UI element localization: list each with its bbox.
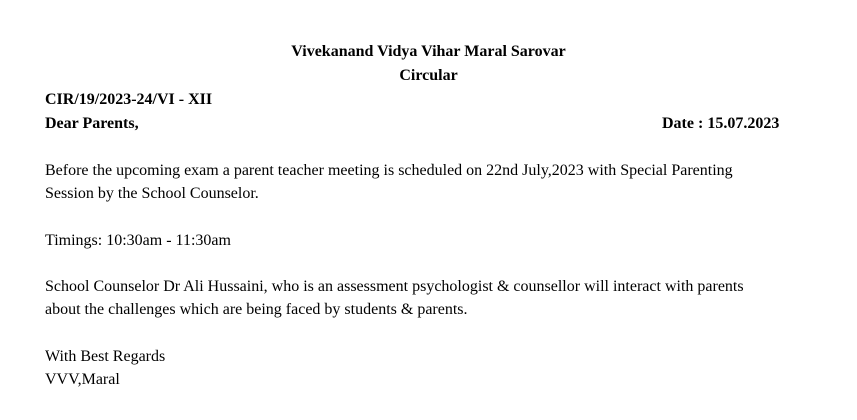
body-paragraph-1-line-1: Before the upcoming exam a parent teacher meeting is scheduled on 22nd July,2023 with Special Parenting [45,162,733,179]
salutation: Dear Parents, [45,115,139,132]
circular-reference-number: CIR/19/2023-24/VI - XII [45,91,213,108]
closing-regards: With Best Regards [45,348,166,365]
document-type-heading: Circular [399,67,458,84]
circular-date: Date : 15.07.2023 [662,115,780,132]
body-paragraph-2-line-1: School Counselor Dr Ali Hussaini, who is an assessment psychologist & counsellor will interact with parents [45,278,744,295]
meeting-timings: Timings: 10:30am - 11:30am [45,232,231,249]
school-name: Vivekanand Vidya Vihar Maral Sarovar [291,43,566,60]
body-paragraph-1-line-2: Session by the School Counselor. [45,185,259,202]
body-paragraph-2-line-2: about the challenges which are being faced by students & parents. [45,301,468,318]
signature: VVV,Maral [45,371,120,388]
